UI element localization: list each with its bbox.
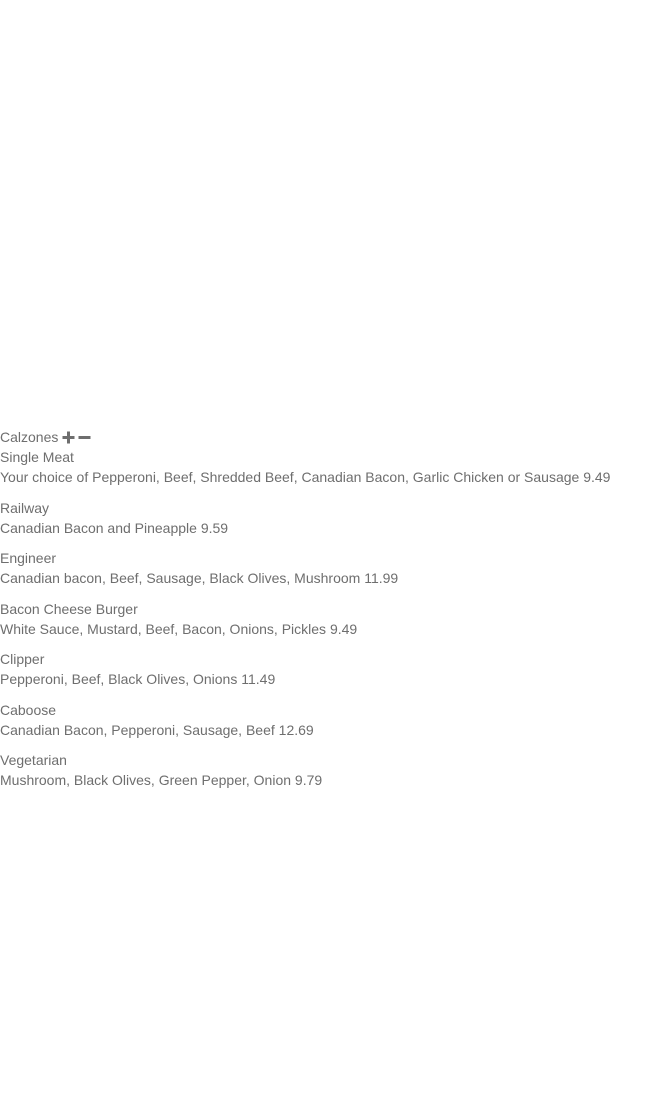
item-description-line bbox=[0, 770, 650, 790]
item-price: 11.99 bbox=[364, 570, 399, 586]
menu-item-single-meat bbox=[0, 447, 650, 487]
item-description: Mushroom, Black Olives, Green Pepper, Onion bbox=[0, 772, 292, 788]
item-name: Vegetarian bbox=[0, 752, 67, 768]
item-price: 12.69 bbox=[278, 721, 314, 738]
menu-item-vegetarian bbox=[0, 750, 650, 790]
menu-item-railway bbox=[0, 498, 650, 538]
section-header bbox=[0, 427, 650, 447]
item-price: 9.59 bbox=[200, 519, 229, 536]
item-description: Canadian bacon, Beef, Sausage, Black Olives, Mushroom bbox=[0, 570, 361, 586]
menu-item-bacon-cheese-burger bbox=[0, 599, 650, 639]
item-description: Canadian Bacon, Pepperoni, Sausage, Beef bbox=[0, 721, 275, 738]
item-description-line bbox=[0, 669, 650, 689]
item-name: Bacon Cheese Burger bbox=[0, 600, 138, 617]
item-description-line bbox=[0, 518, 650, 538]
item-name: Caboose bbox=[0, 701, 57, 718]
item-price: 11.49 bbox=[241, 671, 276, 687]
minus-icon[interactable] bbox=[78, 431, 91, 444]
item-name: Single Meat bbox=[0, 449, 74, 465]
item-name: Railway bbox=[0, 499, 50, 516]
item-description-line bbox=[0, 720, 650, 740]
item-description-line bbox=[0, 619, 650, 639]
item-description-line bbox=[0, 568, 650, 588]
item-name: Clipper bbox=[0, 651, 45, 667]
item-price: 9.49 bbox=[583, 469, 611, 485]
menu-item-clipper bbox=[0, 649, 650, 689]
item-description-line bbox=[0, 467, 650, 487]
section-title: Calzones bbox=[0, 429, 59, 445]
item-price: 9.79 bbox=[294, 772, 323, 788]
plus-icon[interactable] bbox=[62, 431, 75, 444]
item-price: 9.49 bbox=[329, 620, 358, 637]
item-description: Canadian Bacon and Pineapple bbox=[0, 519, 197, 536]
menu-item-engineer bbox=[0, 548, 650, 588]
item-description: White Sauce, Mustard, Beef, Bacon, Onions, Pickles bbox=[0, 620, 327, 637]
calzones-section bbox=[0, 427, 650, 801]
item-name: Engineer bbox=[0, 550, 57, 566]
menu-item-caboose bbox=[0, 700, 650, 740]
item-description: Pepperoni, Beef, Black Olives, Onions bbox=[0, 671, 238, 687]
item-description: Your choice of Pepperoni, Beef, Shredded Beef, Canadian Bacon, Garlic Chicken or Sausage bbox=[0, 469, 580, 485]
